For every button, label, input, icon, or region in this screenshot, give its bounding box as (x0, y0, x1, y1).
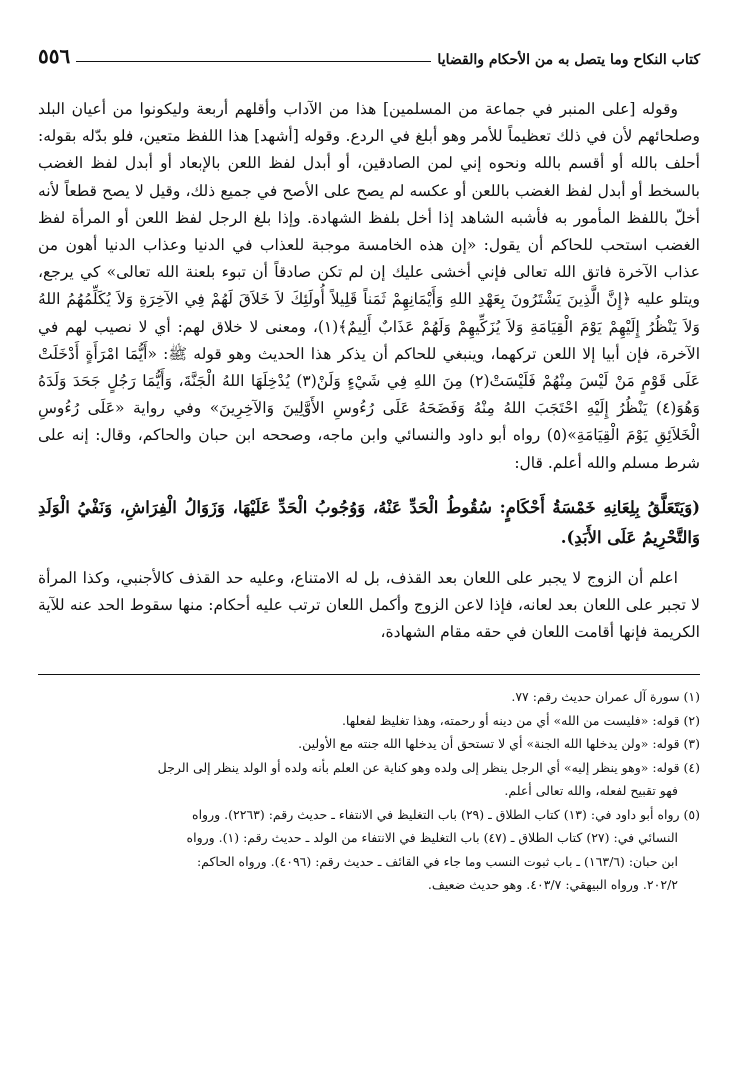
page-number: ٥٥٦ (38, 44, 71, 68)
main-text (38, 96, 700, 646)
paragraph-explanation: اعلم أن الزوج لا يجبر على اللعان بعد القذف، بل له الامتناع، وعليه حد القذف كالأجنبي، وكذا المرأة لا تجبر على اللعان بعد لعانه، فإذا لاعن الزوج وأكمل اللعان ترتب عليه أحكام: منها سقوط الحد عنه للآية الكريمة فإنها أقامت اللعان في حقه مقام الشهادة، (38, 568, 700, 642)
footnote-1: (١) سورة آل عمران حديث رقم: ٧٧. (511, 689, 700, 705)
page-header (38, 42, 700, 68)
footnote-separator (38, 674, 700, 675)
paragraph-commentary: وقوله [على المنبر في جماعة من المسلمين] هذا من الآداب وأقلهم أربعة وليكونوا من أعيان البلد وصلحائهم لأن في ذلك تعظيماً للأمر وهو أبلغ في الردع. وقوله [أشهد] هذا اللفظ متعين، فلو بدّله بقوله: أحلف بالله أو أقسم بالله ونحوه إني لمن الصادقين، أو أبدل لفظ اللعن بالإبعاد أو أبدل لفظ الغضب بالسخط أو أبدل لفظ الغضب باللعن أو عكسه لم يصح على الأصح في جميع ذلك، وقيل لا يصح قطعاً لأنه أخلّ باللفظ المأمور به فأشبه الشاهد إذا أخل بلفظ الشهادة. وإذا بلغ الرجل لفظ اللعن أو المرأة لفظ الغضب استحب للحاكم أن يقول: «إن هذه الخامسة موجبة للعذاب في الدنيا وعذاب الدنيا أهون من عذاب الآخرة فاتق الله تعالى فإني أخشى عليك إن لم تكن صادقاً أن تبوء بلعنة الله تعالى» كي يرجع، ويتلو عليه ﴿إِنَّ الَّذِينَ يَشْتَرُونَ بِعَهْدِ اللهِ وَأَيْمَانِهِمْ ثَمَناً قَلِيلاً أُولَئِكَ لاَ خَلاَقَ لَهُمْ فِي الآخِرَةِ وَلاَ يُكَلِّمُهُمُ اللهُ وَلاَ يَنْظُرُ إِلَيْهِمْ يَوْمَ الْقِيَامَةِ وَلاَ يُزَكِّيهِمْ وَلَهُمْ عَذَابٌ أَلِيمٌ﴾(١)، ومعنى لا خلاق لهم: أي لا نصيب لهم في الآخرة، فإن أبيا إلا اللعن تركهما، وينبغي للحاكم أن يذكر هذا الحديث وهو قوله ﷺ: «أَيُّمَا امْرَأَةٍ أَدْخَلَتْ عَلَى قَوْمٍ مَنْ لَيْسَ مِنْهُمْ فَلَيْسَتْ(٢) مِنَ اللهِ فِي شَيْءٍ وَلَنْ(٣) يُدْخِلَهَا اللهُ الْجَنَّةَ، وَأَيُّمَا رَجُلٍ جَحَدَ وَلَدَهُ وَهُوَ(٤) يَنْظُرُ إِلَيْهِ احْتَجَبَ اللهُ مِنْهُ وَفَضَحَهُ عَلَى رُءُوسِ الأَوَّلِينَ وَالآخِرِينَ» وفي رواية «عَلَى رُءُوسِ الْخَلاَئِقِ يَوْمَ الْقِيَامَةِ»(٥) رواه أبو داود والنسائي وابن ماجه، وصححه ابن حبان والحاكم، وقال: إنه على شرط مسلم والله أعلم. قال: (38, 100, 700, 472)
footnote-4: (٤) قوله: «وهو ينظر إليه» أي الرجل ينظر إلى ولده وهو كناية عن العلم بأنه ولده أو الولد ينظر إلى الرجل (157, 759, 700, 775)
footnote-5-line-4: ٢٠٢/٢. ورواه البيهقي: ٤٠٣/٧. وهو حديث ضعيف. (427, 877, 678, 893)
footnote-3: (٣) قوله: «ولن يدخلها الله الجنة» أي لا تستحق أن يدخلها الله جنته مع الأولين. (298, 736, 700, 752)
footnote-5-line-2: النسائي في: (٢٧) كتاب الطلاق ـ (٤٧) باب التغليظ في الانتفاء من الولد ـ حديث رقم: (١). ورواه (186, 830, 678, 846)
footnote-5: (٥) رواه أبو داود في: (١٣) كتاب الطلاق ـ (٢٩) باب التغليظ في الانتفاء ـ حديث رقم: (٢٢٦٣). ورواه (192, 806, 700, 822)
header-rule (76, 61, 431, 62)
chapter-title: كتاب النكاح وما يتصل به من الأحكام والقضايا (437, 52, 700, 68)
matn-text: (وَيَتَعَلَّقُ بِلِعَانِهِ خَمْسَةُ أَحْكَامٍ: سُقُوطُ الْحَدِّ عَنْهُ، وَوُجُوبُ الْحَدِّ عَلَيْهَا، وَزَوَالُ الْفِرَاشِ، وَنَفْيُ الْوَلَدِ وَالتَّحْرِيمُ عَلَى الأَبَدِ). (38, 497, 700, 547)
footnotes (38, 685, 700, 897)
book-page (38, 42, 700, 1052)
footnote-5-line-3: ابن حبان: (١٦٣/٦) ـ باب ثبوت النسب وما جاء في القائف ـ حديث رقم: (٤٠٩٦). ورواه الحاكم: (196, 853, 678, 869)
footnote-4-continued: فهو تقبيح لفعله، والله تعالى أعلم. (504, 783, 678, 799)
footnote-2: (٢) قوله: «فليست من الله» أي من دينه أو رحمته، وهذا تغليظ لفعلها. (341, 712, 700, 728)
